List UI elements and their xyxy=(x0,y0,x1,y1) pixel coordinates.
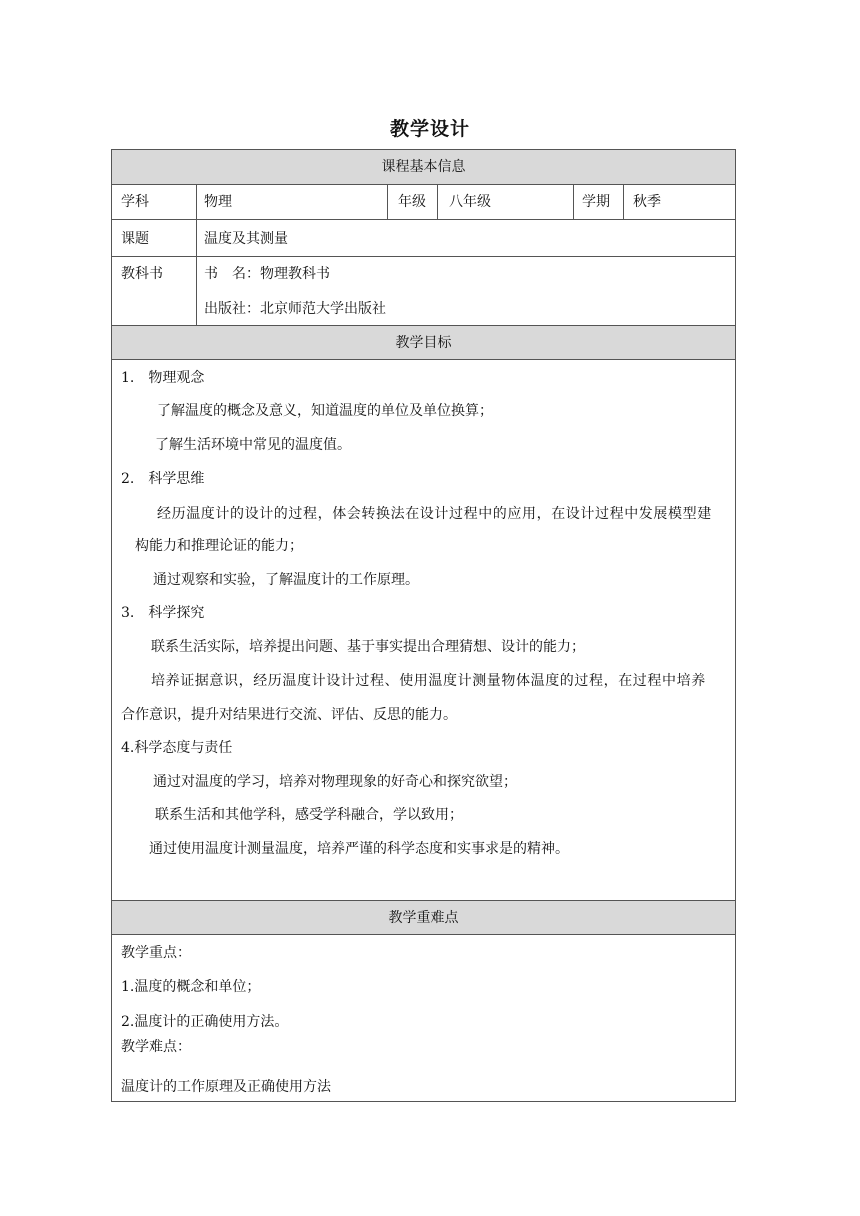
column-divider xyxy=(437,184,438,219)
textbook-name: 书 名：物理教科书 xyxy=(204,266,330,282)
objective-text: 通过观察和实验，了解温度计的工作原理。 xyxy=(153,572,419,588)
objective-text: 通过对温度的学习，培养对物理现象的好奇心和探究欲望； xyxy=(153,774,517,790)
term-label: 学期 xyxy=(582,194,610,210)
divider xyxy=(112,359,735,360)
column-divider xyxy=(196,184,197,325)
column-divider xyxy=(623,184,624,219)
key-points-header: 教学重难点 xyxy=(388,910,459,926)
objectives-header: 教学目标 xyxy=(395,335,452,351)
subject-label: 学科 xyxy=(121,194,149,210)
objective-text: 构能力和推理论证的能力； xyxy=(135,538,303,554)
topic-value: 温度及其测量 xyxy=(204,231,288,247)
divider xyxy=(112,934,735,935)
objective-text: 经历温度计的设计的过程，体会转换法在设计过程中的应用，在设计过程中发展模型建 xyxy=(157,506,712,522)
grade-label: 年级 xyxy=(398,194,426,210)
objective-text: 了解温度的概念及意义，知道温度的单位及单位换算； xyxy=(157,403,493,419)
divider xyxy=(112,900,735,901)
textbook-publisher: 出版社：北京师范大学出版社 xyxy=(204,301,386,317)
textbook-label: 教科书 xyxy=(121,266,163,282)
objective-text: 培养证据意识，经历温度计设计过程、使用温度计测量物体温度的过程，在过程中培养 xyxy=(151,673,706,689)
divider xyxy=(112,184,735,185)
topic-label: 课题 xyxy=(121,231,149,247)
objective-text: 合作意识，提升对结果进行交流、评估、反思的能力。 xyxy=(121,707,457,723)
objective-text: 联系生活和其他学科，感受学科融合，学以致用； xyxy=(155,807,463,823)
key-point-item: 1.温度的概念和单位； xyxy=(121,979,261,995)
lesson-plan-table xyxy=(111,149,736,1102)
key-point-item: 2.温度计的正确使用方法。 xyxy=(121,1014,289,1030)
column-divider xyxy=(573,184,574,219)
objective-heading: 2. 科学思维 xyxy=(121,471,205,487)
objective-text: 了解生活环境中常见的温度值。 xyxy=(155,437,351,453)
difficult-point-item: 温度计的工作原理及正确使用方法 xyxy=(121,1079,331,1095)
document-title: 教学设计 xyxy=(389,118,470,140)
objective-text: 联系生活实际，培养提出问题、基于事实提出合理猜想、设计的能力； xyxy=(151,639,585,655)
grade-value: 八年级 xyxy=(449,194,491,210)
column-divider xyxy=(387,184,388,219)
divider xyxy=(112,325,735,326)
divider xyxy=(112,219,735,220)
basic-info-header: 课程基本信息 xyxy=(381,159,466,175)
term-value: 秋季 xyxy=(633,194,661,210)
key-points-heading: 教学重点： xyxy=(121,945,191,961)
objective-heading: 4.科学态度与责任 xyxy=(121,740,233,756)
difficult-points-heading: 教学难点： xyxy=(121,1039,191,1055)
objective-heading: 1. 物理观念 xyxy=(121,370,205,386)
objective-text: 通过使用温度计测量温度，培养严谨的科学态度和实事求是的精神。 xyxy=(149,841,569,857)
divider xyxy=(112,256,735,257)
subject-value: 物理 xyxy=(204,194,232,210)
objective-heading: 3. 科学探究 xyxy=(121,605,205,621)
